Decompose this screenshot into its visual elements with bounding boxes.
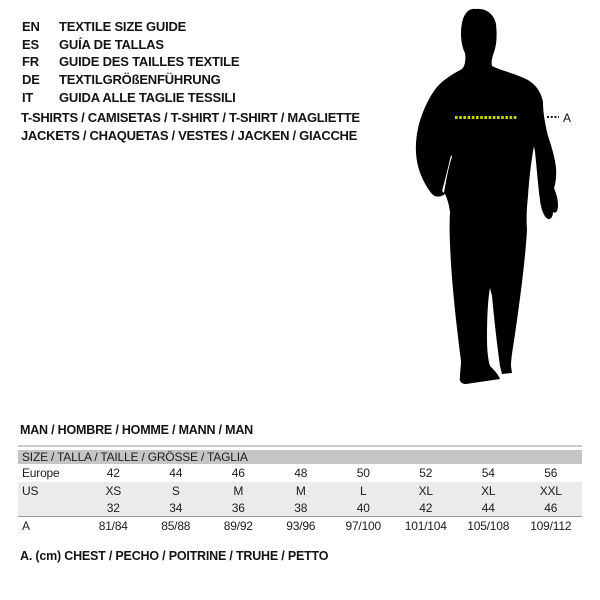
chest-cm-cell: 105/108: [467, 518, 510, 533]
man-silhouette-figure: [400, 0, 600, 400]
numeric-size-cell: 44: [481, 500, 495, 515]
numeric-size-cell: 46: [544, 500, 558, 515]
europe-size-cell: 48: [294, 466, 308, 480]
europe-size-cell: 46: [231, 466, 245, 480]
us-size-cell: XL: [481, 483, 496, 498]
chest-measure-label: A: [563, 111, 572, 125]
language-code-es: ES: [22, 36, 39, 52]
numeric-size-cell: 42: [419, 500, 433, 515]
language-code-it: IT: [22, 89, 34, 105]
category-tshirts: T-SHIRTS / CAMISETAS / T-SHIRT / T-SHIRT / MAGLIETTE: [21, 110, 360, 125]
garment-categories: [21, 109, 360, 145]
chest-cm-cell: 89/92: [223, 518, 253, 533]
section-heading-man: MAN / HOMBRE / HOMME / MANN / MAN: [20, 423, 253, 437]
language-list: [22, 18, 239, 106]
table-top-rule: [18, 445, 582, 447]
europe-size-cell: 44: [169, 466, 183, 480]
table-row-chest-a: [18, 516, 582, 534]
us-size-cell: XL: [418, 483, 433, 498]
numeric-size-cell: 34: [169, 500, 183, 515]
us-size-cell: L: [360, 483, 367, 498]
figure-area: [400, 0, 600, 400]
language-code-fr: FR: [22, 54, 39, 70]
europe-size-cell: 52: [419, 466, 433, 480]
language-label-de: TEXTILGRÖßENFÜHRUNG: [59, 72, 221, 88]
language-label-it: GUIDA ALLE TAGLIE TESSILI: [59, 89, 236, 105]
us-size-cell: M: [295, 483, 306, 498]
us-size-cell: XXL: [539, 483, 562, 498]
table-row-europe: [18, 464, 582, 482]
language-label-en: TEXTILE SIZE GUIDE: [59, 19, 187, 35]
numeric-size-cell: 32: [106, 500, 120, 515]
row-label-a: A: [22, 518, 30, 533]
table-header-size: SIZE / TALLA / TAILLE / GRÖSSE / TAGLIA: [18, 450, 582, 464]
europe-size-cell: 50: [356, 466, 370, 480]
europe-size-cell: 42: [106, 466, 120, 480]
chest-cm-cell: 101/104: [404, 518, 447, 533]
us-size-cell: S: [171, 483, 180, 498]
language-row-it: [22, 88, 239, 106]
us-size-cell: XS: [105, 483, 122, 498]
row-label-europe: Europe: [22, 466, 60, 480]
chest-cm-cell: 97/100: [345, 518, 381, 533]
language-code-de: DE: [22, 72, 40, 88]
numeric-size-cell: 36: [231, 500, 245, 515]
category-jackets: JACKETS / CHAQUETAS / VESTES / JACKEN / GIACCHE: [21, 128, 357, 143]
numeric-size-cell: 38: [294, 500, 308, 515]
table-row-numeric: [18, 499, 582, 516]
language-row-de: [22, 71, 239, 89]
measurement-footnote: A. (cm) CHEST / PECHO / POITRINE / TRUHE / PETTO: [20, 549, 329, 563]
europe-size-cell: 56: [544, 466, 558, 480]
language-row-fr: [22, 53, 239, 71]
chest-cm-cell: 85/88: [161, 518, 191, 533]
numeric-size-cell: 40: [356, 500, 370, 515]
row-label-us: US: [22, 483, 39, 498]
chest-cm-cell: 109/112: [530, 518, 572, 533]
language-row-es: [22, 36, 239, 54]
language-row-en: [22, 18, 239, 36]
europe-size-cell: 54: [481, 466, 495, 480]
chest-cm-cell: 81/84: [98, 518, 128, 533]
size-chart-table: [18, 445, 582, 534]
us-size-cell: M: [233, 483, 244, 498]
language-label-es: GUÍA DE TALLAS: [59, 36, 164, 52]
language-label-fr: GUIDE DES TAILLES TEXTILE: [59, 54, 240, 70]
chest-cm-cell: 93/96: [286, 518, 316, 533]
man-silhouette: [416, 9, 558, 384]
language-code-en: EN: [22, 19, 40, 35]
table-row-us: [18, 482, 582, 499]
